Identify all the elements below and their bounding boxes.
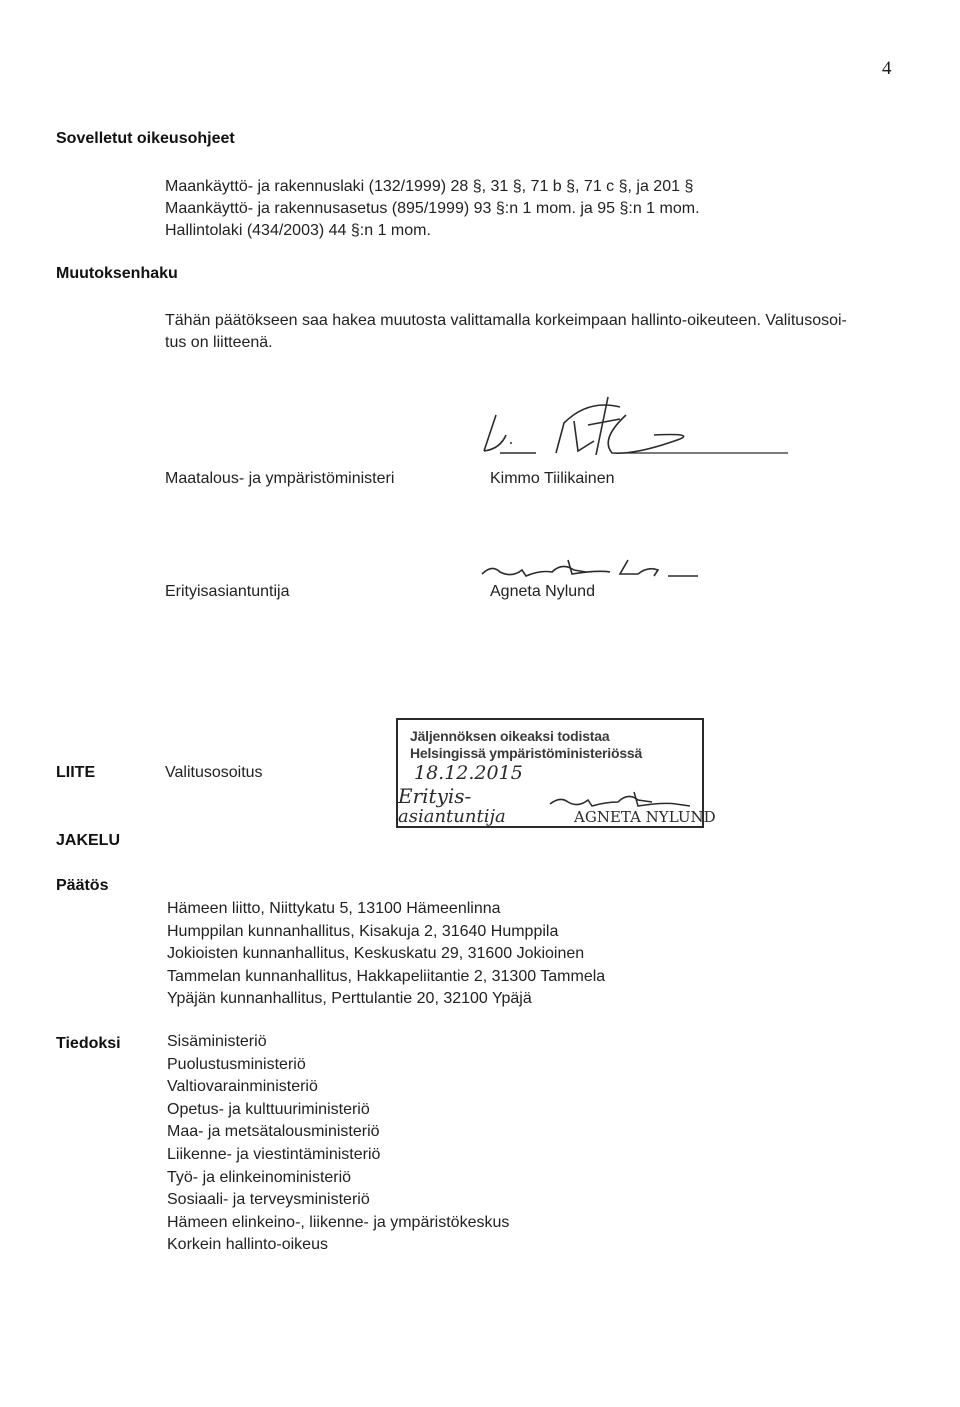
- stamp-date: 18.12.2015: [414, 762, 523, 784]
- page-number: 4: [882, 58, 892, 79]
- list-item: Liikenne- ja viestintäministeriö: [167, 1145, 381, 1163]
- list-item: Hämeen elinkeino-, liikenne- ja ympäristökeskus: [167, 1213, 510, 1231]
- stamp-role-line1: Erityis-: [398, 784, 472, 808]
- attachment-heading: LIITE: [56, 764, 96, 781]
- appeal-heading: Muutoksenhaku: [56, 265, 178, 282]
- appeal-line: Tähän päätökseen saa hakea muutosta valittamalla korkeimpaan hallinto-oikeuteen. Valitusosoi-: [165, 312, 847, 329]
- list-item: Sosiaali- ja terveysministeriö: [167, 1191, 370, 1209]
- info-heading: Tiedoksi: [56, 1035, 121, 1052]
- signature-name: Agneta Nylund: [490, 583, 595, 600]
- list-item: Maa- ja metsätalousministeriö: [167, 1123, 380, 1141]
- stamp-line: Jäljennöksen oikeaksi todistaa: [410, 728, 610, 744]
- list-item: Ypäjän kunnanhallitus, Perttulantie 20, 32100 Ypäjä: [167, 990, 532, 1008]
- list-item: Opetus- ja kulttuuriministeriö: [167, 1100, 370, 1118]
- applied-law-line: Hallintolaki (434/2003) 44 §:n 1 mom.: [165, 222, 431, 239]
- list-item: Valtiovarainministeriö: [167, 1078, 318, 1096]
- stamp-signature: [548, 790, 694, 812]
- attachment-value: Valitusosoitus: [165, 764, 263, 781]
- applied-law-line: Maankäyttö- ja rakennuslaki (132/1999) 28 §, 31 §, 71 b §, 71 c §, ja 201 §: [165, 178, 694, 195]
- decision-recipient-list: [167, 898, 605, 1011]
- signature-title: Erityisasiantuntija: [165, 583, 290, 600]
- signature-tiilikainen: [470, 395, 790, 465]
- applied-law-text: [165, 176, 700, 242]
- stamp-signer: AGNETA NYLUND: [574, 808, 716, 826]
- list-item: Sisäministeriö: [167, 1033, 267, 1050]
- list-item: Työ- ja elinkeinoministeriö: [167, 1168, 352, 1186]
- applied-law-line: Maankäyttö- ja rakennusasetus (895/1999) 93 §:n 1 mom. ja 95 §:n 1 mom.: [165, 200, 700, 217]
- signature-name: Kimmo Tiilikainen: [490, 470, 615, 487]
- info-recipient-list: [167, 1031, 509, 1257]
- list-item: Jokioisten kunnanhallitus, Keskuskatu 29, 31600 Jokioinen: [167, 945, 585, 963]
- certification-stamp: [396, 718, 716, 828]
- distribution-heading: JAKELU: [56, 832, 121, 849]
- signature-nylund: [478, 556, 700, 582]
- stamp-line: Helsingissä ympäristöministeriössä: [410, 745, 643, 761]
- list-item: Korkein hallinto-oikeus: [167, 1236, 328, 1254]
- list-item: Humppilan kunnanhallitus, Kisakuja 2, 31640 Humppila: [167, 922, 559, 940]
- list-item: Hämeen liitto, Niittykatu 5, 13100 Hämeenlinna: [167, 900, 501, 917]
- applied-law-heading: Sovelletut oikeusohjeet: [56, 130, 235, 147]
- appeal-line: tus on liitteenä.: [165, 334, 273, 351]
- appeal-text: [165, 310, 847, 354]
- list-item: Puolustusministeriö: [167, 1055, 306, 1073]
- signature-title: Maatalous- ja ympäristöministeri: [165, 470, 395, 487]
- list-item: Tammelan kunnanhallitus, Hakkapeliitantie 2, 31300 Tammela: [167, 967, 606, 985]
- decision-heading: Päätös: [56, 877, 109, 894]
- stamp-role-line2: asiantuntija: [398, 806, 506, 827]
